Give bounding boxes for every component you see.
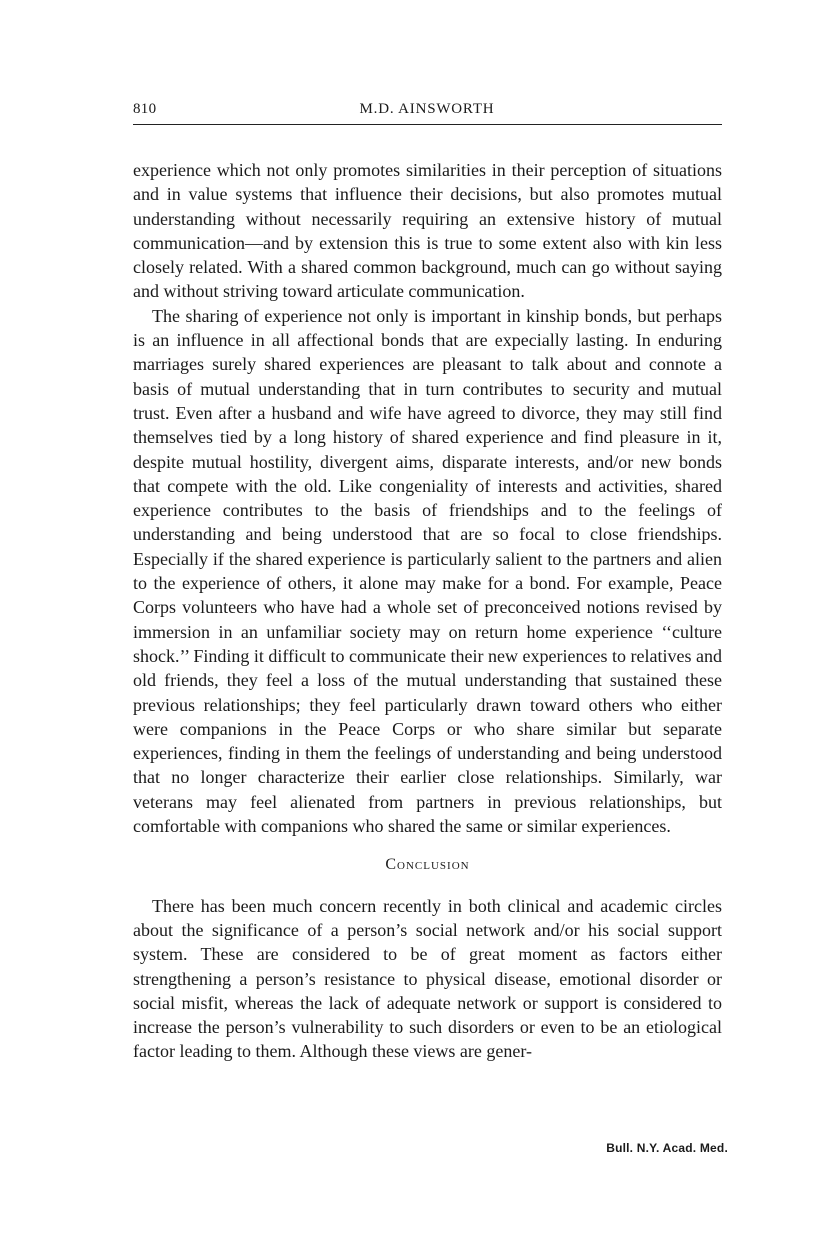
paragraph-conclusion: There has been much concern recently in both clinical and academic circles about the significance of a person’s social network and/or his social support system. These are considered to be of great moment as factors either strengthening a person’s resistance to physical disease, emotional disorder or social misfit, whereas the lack of adequate network or support is considered to increase the person’s vulnerability to such disorders or even to be an etiological factor leading to them. Although these views are gener-: [133, 895, 722, 1062]
section-heading-conclusion: Conclusion: [385, 856, 470, 874]
header-rule: [133, 124, 722, 125]
article-body: [133, 158, 722, 1064]
page-number: 810: [133, 101, 157, 117]
paragraph-continued: experience which not only promotes similarities in their perception of situations and in value systems that influence their decisions, but also promotes mutual understanding without necessarily requiring an extensive history of mutual communication—and by extension this is true to some extent also with kin less closely related. With a shared common background, much can go without saying and without striving toward articulate communication.: [133, 160, 722, 302]
footer-journal-citation: Bull. N.Y. Acad. Med.: [606, 1141, 728, 1155]
running-head-author: M.D. AINSWORTH: [359, 101, 495, 117]
paragraph-shared-experience: The sharing of experience not only is important in kinship bonds, but perhaps is an influence in all affectional bonds that are expecially lasting. In enduring marriages surely shared experiences are pleasant to talk about and connote a basis of mutual understanding that in turn contributes to security and mutual trust. Even after a husband and wife have agreed to divorce, they may still find themselves tied by a long history of shared experience and find pleasure in it, despite mutual hostility, divergent aims, disparate interests, and/or new bonds that compete with the old. Like congeniality of interests and activities, shared experience contributes to the basis of friendships and to the feelings of understanding and being understood that are so focal to close friendships. Especially if the shared experience is particularly salient to the partners and alien to the experience of others, it alone may make for a bond. For example, Peace Corps volunteers who have had a whole set of preconceived notions revised by immersion in an unfamiliar society may on return home experience ‘‘culture shock.’’ Finding it difficult to communicate their new experiences to relatives and old friends, they feel a loss of the mutual understanding that sustained these previous relationships; they feel particularly drawn toward others who either were companions in the Peace Corps or who share similar but separate experiences, finding in them the feelings of understanding and being understood that no longer characterize their earlier close relationships. Similarly, war veterans may feel alienated from partners in previous relationships, but comfortable with companions who shared the same or similar experiences.: [133, 305, 722, 837]
running-head: [133, 101, 721, 121]
